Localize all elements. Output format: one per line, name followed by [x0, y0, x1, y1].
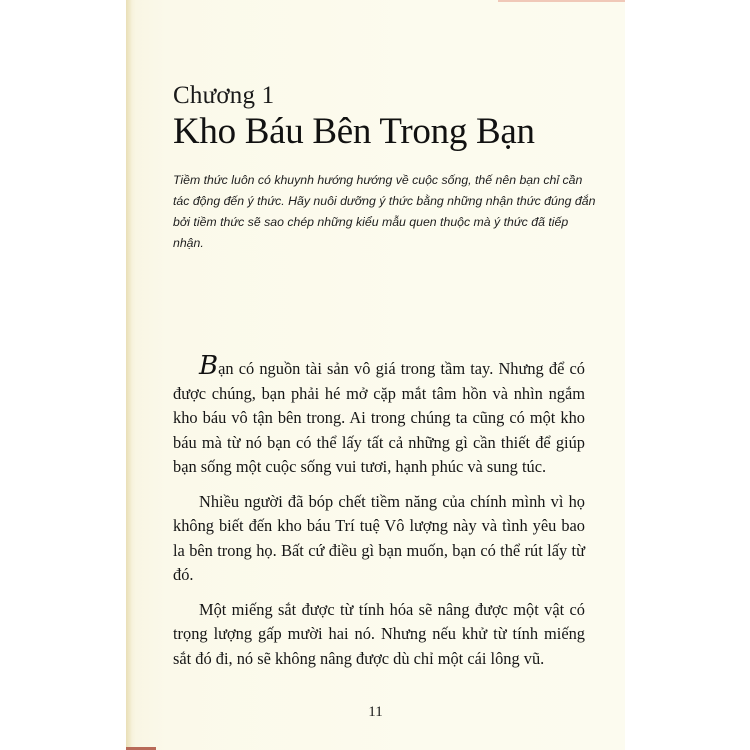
book-page	[126, 0, 625, 750]
paragraph-1-text: ạn có nguồn tài sản vô giá trong tầm tay. Nhưng để có được chúng, bạn phải hé mở cặp mắt tâm hồn và nhìn ngắm kho báu vô tận bên trong. Ai trong chúng ta cũng có một kho báu mà từ nó bạn có thể lấy tất cả những gì cần thiết để giúp bạn sống một cuộc sống vui tươi, hạnh phúc và sung túc.	[173, 359, 585, 476]
page-number: 11	[368, 704, 383, 720]
body-text	[173, 351, 585, 681]
chapter-label: Chương 1	[173, 82, 275, 109]
drop-cap: B	[199, 351, 219, 381]
paragraph-2: Nhiều người đã bóp chết tiềm năng của chính mình vì họ không biết đến kho báu Trí tuệ Vô lượng này và tình yêu bao la bên trong họ. Bất cứ điều gì bạn muốn, bạn có thể rút lấy từ đó.	[173, 491, 585, 584]
page-gutter-shadow	[126, 0, 132, 750]
chapter-title: Kho Báu Bên Trong Bạn	[173, 111, 535, 152]
paragraph-3: Một miếng sắt được từ tính hóa sẽ nâng được một vật có trọng lượng gấp mười hai nó. Nhưng nếu khử từ tính miếng sắt đó đi, nó sẽ không nâng được dù chỉ một cái lông vũ.	[173, 599, 585, 668]
page-top-edge	[498, 0, 625, 2]
epigraph: Tiềm thức luôn có khuynh hướng hướng về cuộc sống, thế nên bạn chỉ cần tác động đến ý thức. Hãy nuôi dưỡng ý thức bằng những nhận thức đúng đắn bởi tiềm thức sẽ sao chép những kiểu mẫu quen thuộc mà ý thức đã tiếp nhận.	[173, 173, 596, 250]
paragraph-1	[173, 351, 585, 480]
